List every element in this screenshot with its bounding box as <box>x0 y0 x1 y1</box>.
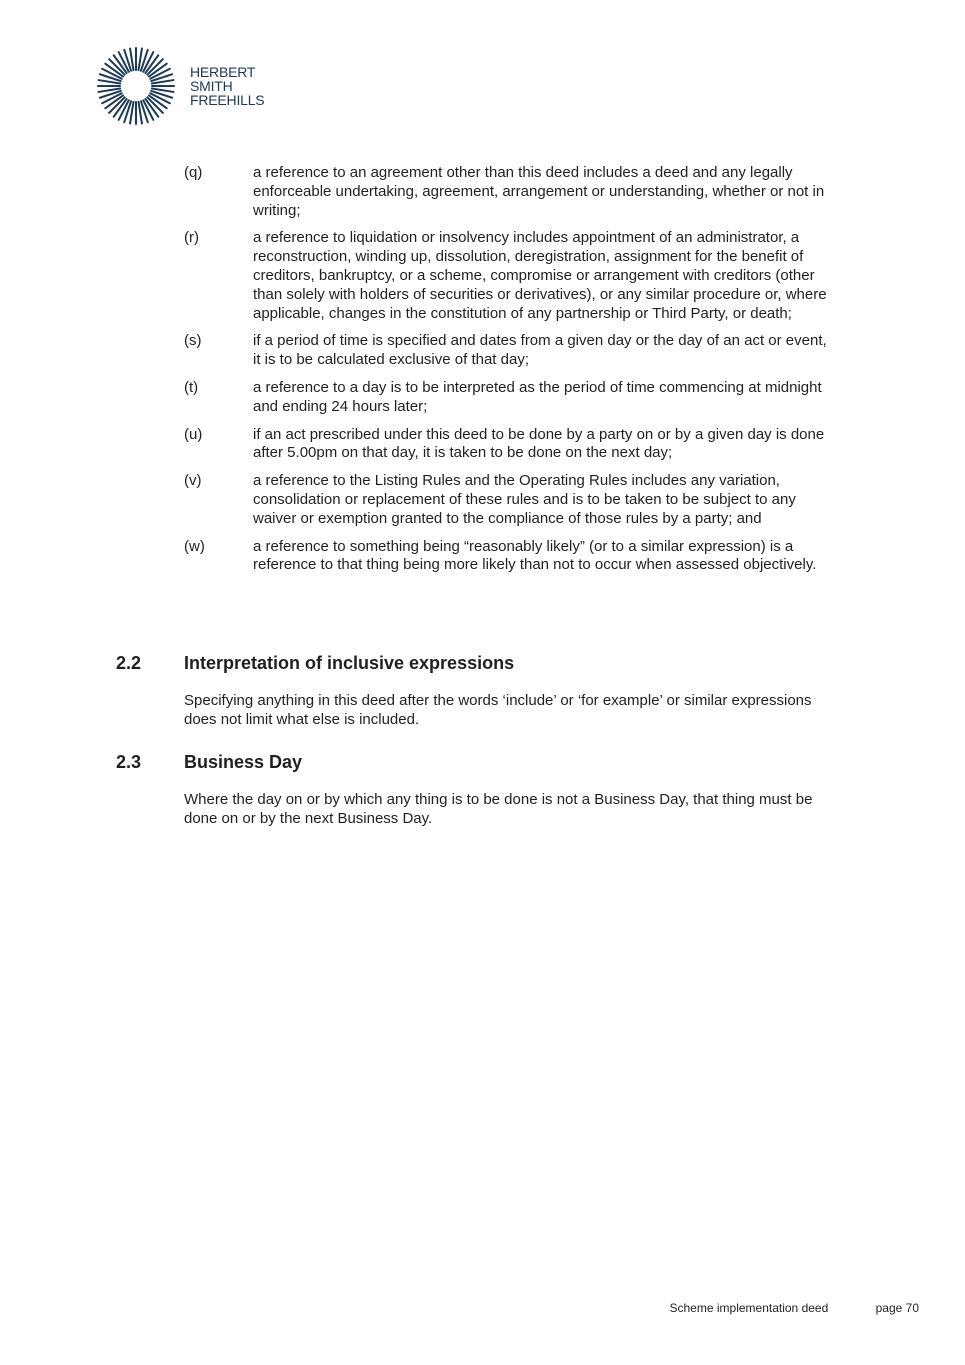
item-text: a reference to something being “reasonably likely” (or to a similar expression) is a reference to that thing being more likely than not to occur when assessed objectively. <box>253 537 817 574</box>
footer-doc-title: Scheme implementation deed <box>669 1301 829 1315</box>
list-item <box>184 229 834 323</box>
item-text: a reference to the Listing Rules and the Operating Rules includes any variation, consolidation or replacement of these rules and is to be taken to be subject to any waiver or exemption granted to the compliance of those rules by a party; and <box>253 472 796 527</box>
item-label: (u) <box>184 425 203 443</box>
logo-line-3: FREEHILLS <box>190 92 265 108</box>
logo-wordmark <box>190 65 264 107</box>
item-text: if a period of time is specified and dates from a given day or the day of an act or event, it is to be calculated exclusive of that day; <box>253 332 827 369</box>
item-text: if an act prescribed under this deed to be done by a party on or by a given day is done after 5.00pm on that day, it is taken to be done on the next day; <box>253 425 825 462</box>
definition-list <box>184 164 834 584</box>
list-item <box>184 332 834 370</box>
item-text: a reference to liquidation or insolvency includes appointment of an administrator, a reconstruction, winding up, dissolution, deregistration, assignment for the benefit of creditors, bankruptcy, or a scheme, compromise or arrangement with creditors (other than solely with holders of securities or derivatives), or any similar procedure or, where applicable, changes in the constitution of any partnership or Third Party, or death; <box>253 229 827 322</box>
logo-line-2: SMITH <box>190 78 233 94</box>
item-label: (t) <box>184 378 199 396</box>
item-label: (q) <box>184 164 203 181</box>
list-item <box>184 538 834 576</box>
logo-line-1: HERBERT <box>190 64 256 80</box>
item-text: a reference to a day is to be interpreted as the period of time commencing at midnight and ending 24 hours later; <box>253 378 822 415</box>
page-footer <box>670 1301 920 1315</box>
section-number: 2.3 <box>116 752 142 772</box>
item-label: (v) <box>184 472 202 490</box>
section-body: Specifying anything in this deed after the words ‘include’ or ‘for example’ or similar expressions does not limit what else is included. <box>184 692 812 728</box>
section-body: Where the day on or by which any thing is to be done is not a Business Day, that thing must be done on or by the next Business Day. <box>184 791 813 827</box>
item-label: (w) <box>184 537 205 555</box>
section-number: 2.2 <box>116 653 142 673</box>
section-title: Business Day <box>184 752 303 772</box>
section-heading <box>116 751 836 773</box>
page-number: page 70 <box>875 1301 919 1315</box>
list-item <box>184 426 834 464</box>
item-label: (r) <box>184 229 199 247</box>
list-item <box>184 164 834 220</box>
list-item <box>184 379 834 417</box>
item-label: (s) <box>184 332 202 350</box>
item-text: a reference to an agreement other than this deed includes a deed and any legally enforceable undertaking, agreement, arrangement or understanding, whether or not in writing; <box>253 164 825 219</box>
section-heading <box>116 652 836 674</box>
section-title: Interpretation of inclusive expressions <box>184 653 515 673</box>
sunburst-logo-icon <box>96 46 176 126</box>
section-2-3 <box>116 751 836 829</box>
company-logo <box>96 46 276 128</box>
list-item <box>184 472 834 528</box>
section-2-2 <box>116 652 836 730</box>
